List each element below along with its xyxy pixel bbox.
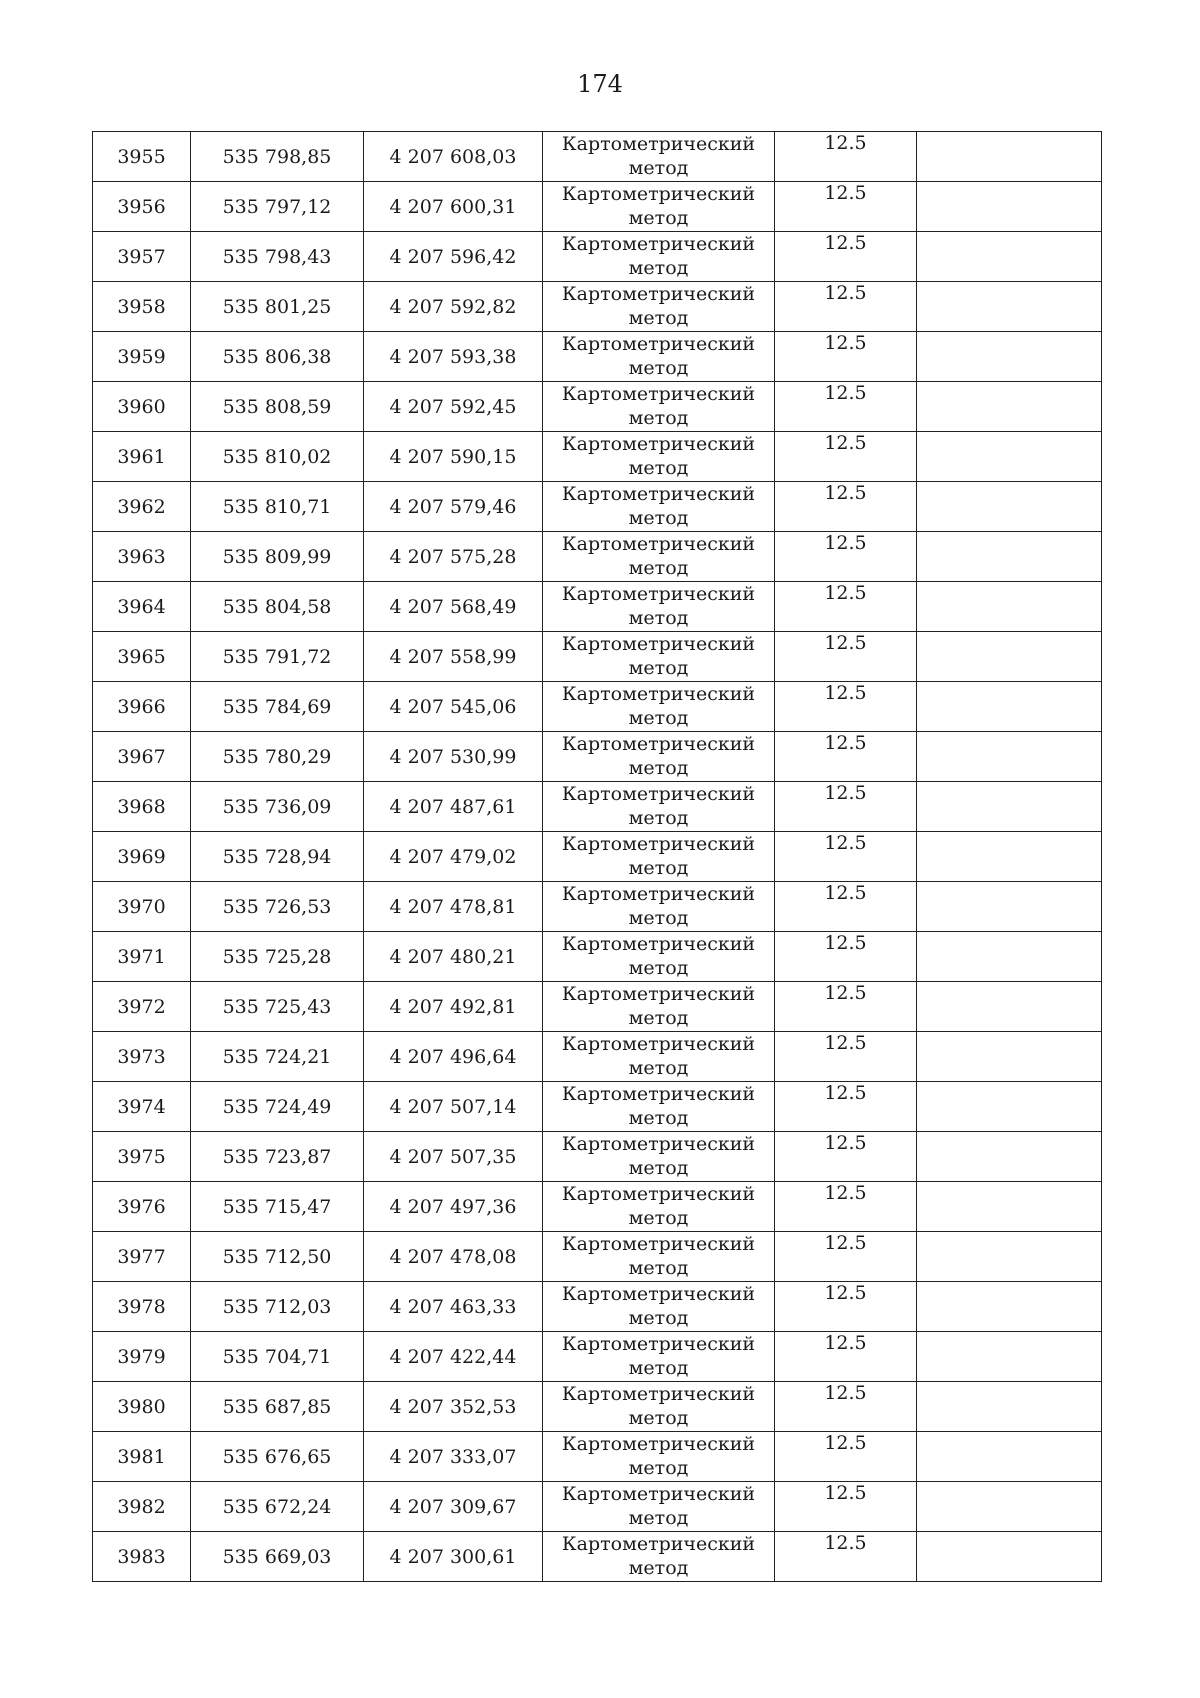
- accuracy-cell: 12.5: [775, 1232, 917, 1282]
- note-cell: [917, 1282, 1102, 1332]
- y-coordinate-cell: 4 207 600,31: [364, 182, 543, 232]
- y-coordinate-cell: 4 207 608,03: [364, 132, 543, 182]
- point-number-cell: 3963: [93, 532, 191, 582]
- method-line2: метод: [628, 507, 689, 529]
- point-number-cell: 3981: [93, 1432, 191, 1482]
- accuracy-cell: 12.5: [775, 132, 917, 182]
- method-line2: метод: [628, 1057, 689, 1079]
- accuracy-cell: 12.5: [775, 782, 917, 832]
- method-cell: [543, 1032, 775, 1082]
- method-cell: [543, 232, 775, 282]
- x-coordinate-cell: 535 712,03: [191, 1282, 364, 1332]
- table-row: [93, 1332, 1102, 1382]
- method-line2: метод: [628, 1157, 689, 1179]
- note-cell: [917, 732, 1102, 782]
- x-coordinate-cell: 535 728,94: [191, 832, 364, 882]
- method-cell: [543, 282, 775, 332]
- x-coordinate-cell: 535 725,28: [191, 932, 364, 982]
- x-coordinate-cell: 535 784,69: [191, 682, 364, 732]
- method-cell: [543, 782, 775, 832]
- table-row: [93, 1182, 1102, 1232]
- x-coordinate-cell: 535 809,99: [191, 532, 364, 582]
- table-row: [93, 132, 1102, 182]
- method-line2: метод: [628, 307, 689, 329]
- note-cell: [917, 382, 1102, 432]
- x-coordinate-cell: 535 724,21: [191, 1032, 364, 1082]
- method-line1: Картометрический: [561, 1433, 756, 1455]
- x-coordinate-cell: 535 801,25: [191, 282, 364, 332]
- method-line2: метод: [628, 1307, 689, 1329]
- note-cell: [917, 132, 1102, 182]
- method-cell: [543, 482, 775, 532]
- note-cell: [917, 932, 1102, 982]
- table-row: [93, 1082, 1102, 1132]
- accuracy-cell: 12.5: [775, 482, 917, 532]
- y-coordinate-cell: 4 207 568,49: [364, 582, 543, 632]
- accuracy-cell: 12.5: [775, 332, 917, 382]
- table-row: [93, 532, 1102, 582]
- accuracy-cell: 12.5: [775, 982, 917, 1032]
- method-line1: Картометрический: [561, 233, 756, 255]
- y-coordinate-cell: 4 207 592,82: [364, 282, 543, 332]
- method-cell: [543, 582, 775, 632]
- accuracy-cell: 12.5: [775, 1082, 917, 1132]
- accuracy-cell: 12.5: [775, 1432, 917, 1482]
- x-coordinate-cell: 535 724,49: [191, 1082, 364, 1132]
- y-coordinate-cell: 4 207 575,28: [364, 532, 543, 582]
- x-coordinate-cell: 535 810,71: [191, 482, 364, 532]
- table-row: [93, 1482, 1102, 1532]
- point-number-cell: 3961: [93, 432, 191, 482]
- note-cell: [917, 282, 1102, 332]
- method-line1: Картометрический: [561, 733, 756, 755]
- point-number-cell: 3960: [93, 382, 191, 432]
- coordinates-table: [92, 131, 1102, 1582]
- method-line1: Картометрический: [561, 783, 756, 805]
- method-cell: [543, 182, 775, 232]
- note-cell: [917, 1382, 1102, 1432]
- method-cell: [543, 632, 775, 682]
- note-cell: [917, 182, 1102, 232]
- method-line2: метод: [628, 457, 689, 479]
- table-row: [93, 1132, 1102, 1182]
- accuracy-cell: 12.5: [775, 182, 917, 232]
- method-line1: Картометрический: [561, 1383, 756, 1405]
- y-coordinate-cell: 4 207 352,53: [364, 1382, 543, 1432]
- point-number-cell: 3976: [93, 1182, 191, 1232]
- table-row: [93, 482, 1102, 532]
- note-cell: [917, 1432, 1102, 1482]
- method-cell: [543, 532, 775, 582]
- x-coordinate-cell: 535 672,24: [191, 1482, 364, 1532]
- y-coordinate-cell: 4 207 422,44: [364, 1332, 543, 1382]
- x-coordinate-cell: 535 797,12: [191, 182, 364, 232]
- method-line2: метод: [628, 1207, 689, 1229]
- method-cell: [543, 1132, 775, 1182]
- method-line1: Картометрический: [561, 1083, 756, 1105]
- method-cell: [543, 1532, 775, 1582]
- method-line2: метод: [628, 707, 689, 729]
- point-number-cell: 3955: [93, 132, 191, 182]
- x-coordinate-cell: 535 808,59: [191, 382, 364, 432]
- x-coordinate-cell: 535 725,43: [191, 982, 364, 1032]
- y-coordinate-cell: 4 207 558,99: [364, 632, 543, 682]
- x-coordinate-cell: 535 780,29: [191, 732, 364, 782]
- accuracy-cell: 12.5: [775, 1532, 917, 1582]
- method-line2: метод: [628, 257, 689, 279]
- method-cell: [543, 1232, 775, 1282]
- x-coordinate-cell: 535 804,58: [191, 582, 364, 632]
- accuracy-cell: 12.5: [775, 732, 917, 782]
- note-cell: [917, 1082, 1102, 1132]
- point-number-cell: 3966: [93, 682, 191, 732]
- method-line2: метод: [628, 207, 689, 229]
- method-line2: метод: [628, 1557, 689, 1579]
- accuracy-cell: 12.5: [775, 632, 917, 682]
- method-line2: метод: [628, 1007, 689, 1029]
- point-number-cell: 3965: [93, 632, 191, 682]
- method-line2: метод: [628, 1357, 689, 1379]
- note-cell: [917, 482, 1102, 532]
- x-coordinate-cell: 535 704,71: [191, 1332, 364, 1382]
- note-cell: [917, 232, 1102, 282]
- x-coordinate-cell: 535 715,47: [191, 1182, 364, 1232]
- point-number-cell: 3977: [93, 1232, 191, 1282]
- table-row: [93, 432, 1102, 482]
- y-coordinate-cell: 4 207 309,67: [364, 1482, 543, 1532]
- point-number-cell: 3962: [93, 482, 191, 532]
- accuracy-cell: 12.5: [775, 232, 917, 282]
- table-row: [93, 332, 1102, 382]
- note-cell: [917, 882, 1102, 932]
- accuracy-cell: 12.5: [775, 532, 917, 582]
- y-coordinate-cell: 4 207 592,45: [364, 382, 543, 432]
- table-row: [93, 382, 1102, 432]
- method-cell: [543, 932, 775, 982]
- point-number-cell: 3979: [93, 1332, 191, 1382]
- method-line1: Картометрический: [561, 933, 756, 955]
- y-coordinate-cell: 4 207 507,14: [364, 1082, 543, 1132]
- x-coordinate-cell: 535 687,85: [191, 1382, 364, 1432]
- y-coordinate-cell: 4 207 487,61: [364, 782, 543, 832]
- method-line2: метод: [628, 407, 689, 429]
- method-line1: Картометрический: [561, 383, 756, 405]
- method-cell: [543, 132, 775, 182]
- table-row: [93, 1432, 1102, 1482]
- method-cell: [543, 1382, 775, 1432]
- point-number-cell: 3969: [93, 832, 191, 882]
- table-row: [93, 882, 1102, 932]
- method-line1: Картометрический: [561, 1283, 756, 1305]
- method-line2: метод: [628, 557, 689, 579]
- method-cell: [543, 982, 775, 1032]
- point-number-cell: 3957: [93, 232, 191, 282]
- accuracy-cell: 12.5: [775, 832, 917, 882]
- y-coordinate-cell: 4 207 579,46: [364, 482, 543, 532]
- method-cell: [543, 382, 775, 432]
- method-line1: Картометрический: [561, 133, 756, 155]
- method-line2: метод: [628, 607, 689, 629]
- method-cell: [543, 832, 775, 882]
- y-coordinate-cell: 4 207 593,38: [364, 332, 543, 382]
- x-coordinate-cell: 535 712,50: [191, 1232, 364, 1282]
- method-line1: Картометрический: [561, 883, 756, 905]
- x-coordinate-cell: 535 791,72: [191, 632, 364, 682]
- y-coordinate-cell: 4 207 479,02: [364, 832, 543, 882]
- point-number-cell: 3972: [93, 982, 191, 1032]
- table-row: [93, 1032, 1102, 1082]
- accuracy-cell: 12.5: [775, 432, 917, 482]
- x-coordinate-cell: 535 669,03: [191, 1532, 364, 1582]
- note-cell: [917, 582, 1102, 632]
- note-cell: [917, 1332, 1102, 1382]
- accuracy-cell: 12.5: [775, 1132, 917, 1182]
- point-number-cell: 3971: [93, 932, 191, 982]
- table-row: [93, 232, 1102, 282]
- y-coordinate-cell: 4 207 463,33: [364, 1282, 543, 1332]
- method-cell: [543, 1182, 775, 1232]
- point-number-cell: 3974: [93, 1082, 191, 1132]
- point-number-cell: 3973: [93, 1032, 191, 1082]
- method-line2: метод: [628, 157, 689, 179]
- method-line1: Картометрический: [561, 533, 756, 555]
- x-coordinate-cell: 535 798,85: [191, 132, 364, 182]
- method-line1: Картометрический: [561, 1533, 756, 1555]
- note-cell: [917, 782, 1102, 832]
- method-line2: метод: [628, 957, 689, 979]
- method-line1: Картометрический: [561, 583, 756, 605]
- method-line2: метод: [628, 657, 689, 679]
- y-coordinate-cell: 4 207 496,64: [364, 1032, 543, 1082]
- method-line2: метод: [628, 857, 689, 879]
- method-line2: метод: [628, 807, 689, 829]
- note-cell: [917, 682, 1102, 732]
- point-number-cell: 3980: [93, 1382, 191, 1432]
- method-line1: Картометрический: [561, 1233, 756, 1255]
- y-coordinate-cell: 4 207 333,07: [364, 1432, 543, 1482]
- coordinates-table-body: [93, 132, 1102, 1582]
- table-row: [93, 982, 1102, 1032]
- note-cell: [917, 1182, 1102, 1232]
- method-cell: [543, 732, 775, 782]
- method-cell: [543, 1482, 775, 1532]
- table-row: [93, 1382, 1102, 1432]
- note-cell: [917, 832, 1102, 882]
- table-row: [93, 632, 1102, 682]
- table-row: [93, 732, 1102, 782]
- note-cell: [917, 1532, 1102, 1582]
- method-line2: метод: [628, 1407, 689, 1429]
- method-line1: Картометрический: [561, 1333, 756, 1355]
- accuracy-cell: 12.5: [775, 932, 917, 982]
- method-line1: Картометрический: [561, 833, 756, 855]
- accuracy-cell: 12.5: [775, 1382, 917, 1432]
- table-row: [93, 782, 1102, 832]
- note-cell: [917, 1132, 1102, 1182]
- y-coordinate-cell: 4 207 497,36: [364, 1182, 543, 1232]
- method-line1: Картометрический: [561, 633, 756, 655]
- accuracy-cell: 12.5: [775, 282, 917, 332]
- method-line1: Картометрический: [561, 1483, 756, 1505]
- x-coordinate-cell: 535 806,38: [191, 332, 364, 382]
- method-line1: Картометрический: [561, 483, 756, 505]
- page-number: 174: [577, 70, 623, 98]
- point-number-cell: 3956: [93, 182, 191, 232]
- method-line2: метод: [628, 1457, 689, 1479]
- y-coordinate-cell: 4 207 478,08: [364, 1232, 543, 1282]
- method-line2: метод: [628, 357, 689, 379]
- point-number-cell: 3968: [93, 782, 191, 832]
- method-cell: [543, 1432, 775, 1482]
- note-cell: [917, 1482, 1102, 1532]
- point-number-cell: 3958: [93, 282, 191, 332]
- y-coordinate-cell: 4 207 530,99: [364, 732, 543, 782]
- method-line2: метод: [628, 1107, 689, 1129]
- point-number-cell: 3982: [93, 1482, 191, 1532]
- table-row: [93, 1232, 1102, 1282]
- note-cell: [917, 532, 1102, 582]
- y-coordinate-cell: 4 207 545,06: [364, 682, 543, 732]
- method-line2: метод: [628, 1507, 689, 1529]
- accuracy-cell: 12.5: [775, 682, 917, 732]
- x-coordinate-cell: 535 810,02: [191, 432, 364, 482]
- point-number-cell: 3978: [93, 1282, 191, 1332]
- note-cell: [917, 432, 1102, 482]
- table-row: [93, 582, 1102, 632]
- x-coordinate-cell: 535 798,43: [191, 232, 364, 282]
- method-cell: [543, 332, 775, 382]
- point-number-cell: 3970: [93, 882, 191, 932]
- note-cell: [917, 982, 1102, 1032]
- note-cell: [917, 332, 1102, 382]
- y-coordinate-cell: 4 207 590,15: [364, 432, 543, 482]
- y-coordinate-cell: 4 207 492,81: [364, 982, 543, 1032]
- accuracy-cell: 12.5: [775, 1032, 917, 1082]
- method-line1: Картометрический: [561, 433, 756, 455]
- method-line1: Картометрический: [561, 333, 756, 355]
- method-line1: Картометрический: [561, 983, 756, 1005]
- note-cell: [917, 1032, 1102, 1082]
- method-line2: метод: [628, 757, 689, 779]
- method-cell: [543, 882, 775, 932]
- method-line1: Картометрический: [561, 1183, 756, 1205]
- method-line1: Картометрический: [561, 1033, 756, 1055]
- note-cell: [917, 632, 1102, 682]
- method-line1: Картометрический: [561, 283, 756, 305]
- method-cell: [543, 1282, 775, 1332]
- accuracy-cell: 12.5: [775, 1332, 917, 1382]
- accuracy-cell: 12.5: [775, 1182, 917, 1232]
- point-number-cell: 3964: [93, 582, 191, 632]
- table-row: [93, 682, 1102, 732]
- point-number-cell: 3959: [93, 332, 191, 382]
- x-coordinate-cell: 535 723,87: [191, 1132, 364, 1182]
- x-coordinate-cell: 535 676,65: [191, 1432, 364, 1482]
- point-number-cell: 3983: [93, 1532, 191, 1582]
- table-row: [93, 832, 1102, 882]
- x-coordinate-cell: 535 736,09: [191, 782, 364, 832]
- accuracy-cell: 12.5: [775, 382, 917, 432]
- method-cell: [543, 1332, 775, 1382]
- method-line1: Картометрический: [561, 1133, 756, 1155]
- method-line2: метод: [628, 907, 689, 929]
- accuracy-cell: 12.5: [775, 882, 917, 932]
- accuracy-cell: 12.5: [775, 1282, 917, 1332]
- table-row: [93, 282, 1102, 332]
- method-cell: [543, 1082, 775, 1132]
- x-coordinate-cell: 535 726,53: [191, 882, 364, 932]
- table-row: [93, 932, 1102, 982]
- y-coordinate-cell: 4 207 596,42: [364, 232, 543, 282]
- method-line1: Картометрический: [561, 683, 756, 705]
- y-coordinate-cell: 4 207 480,21: [364, 932, 543, 982]
- accuracy-cell: 12.5: [775, 582, 917, 632]
- accuracy-cell: 12.5: [775, 1482, 917, 1532]
- note-cell: [917, 1232, 1102, 1282]
- method-line1: Картометрический: [561, 183, 756, 205]
- y-coordinate-cell: 4 207 478,81: [364, 882, 543, 932]
- method-cell: [543, 432, 775, 482]
- y-coordinate-cell: 4 207 300,61: [364, 1532, 543, 1582]
- table-row: [93, 182, 1102, 232]
- point-number-cell: 3967: [93, 732, 191, 782]
- method-cell: [543, 682, 775, 732]
- table-row: [93, 1282, 1102, 1332]
- table-row: [93, 1532, 1102, 1582]
- method-line2: метод: [628, 1257, 689, 1279]
- point-number-cell: 3975: [93, 1132, 191, 1182]
- y-coordinate-cell: 4 207 507,35: [364, 1132, 543, 1182]
